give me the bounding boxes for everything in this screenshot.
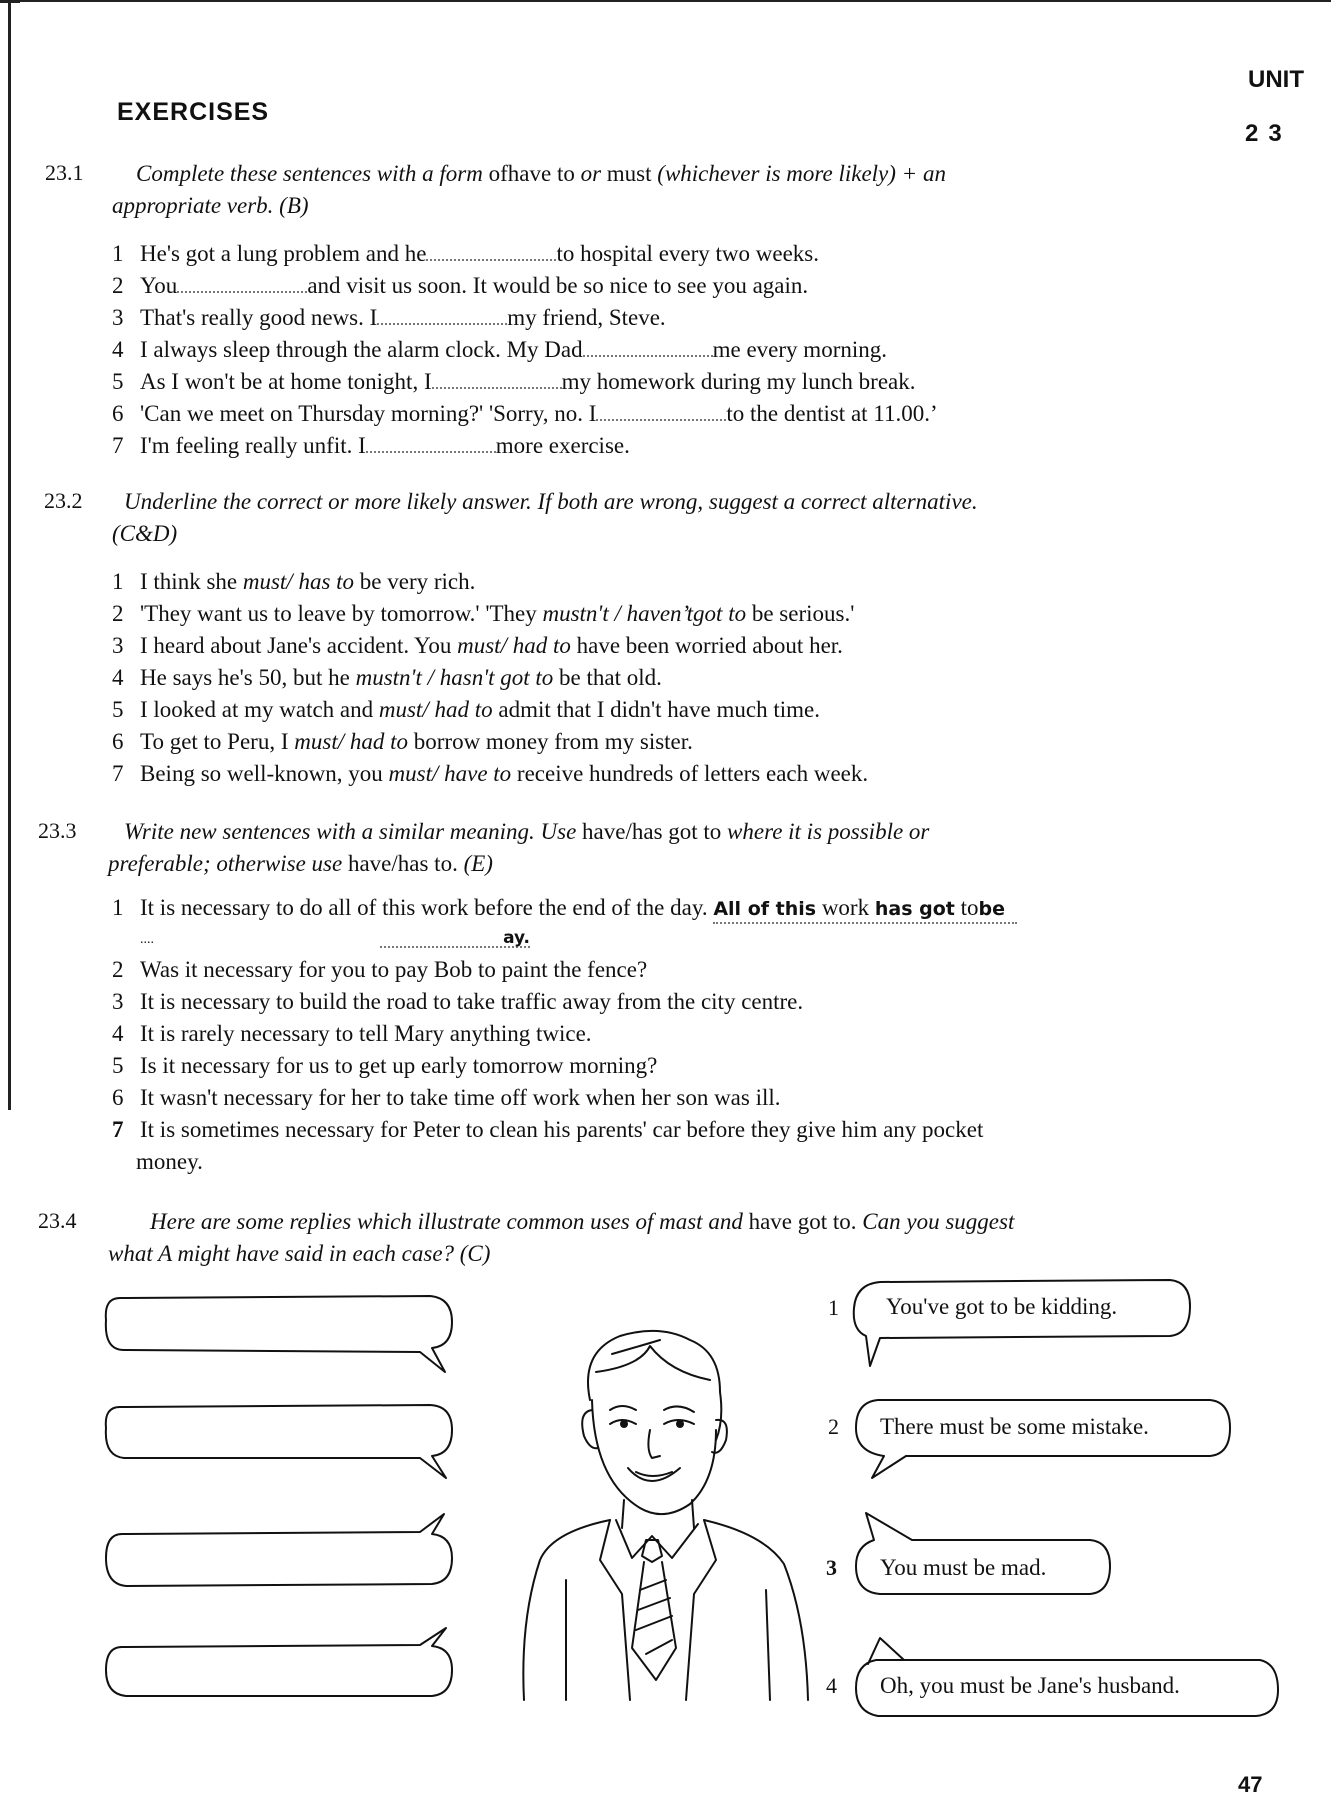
item-text: To get to Peru, I	[140, 729, 295, 754]
reply-number: 1	[828, 1295, 839, 1320]
empty-bubble-4[interactable]	[106, 1628, 452, 1696]
item-number: 3	[112, 633, 124, 658]
item-text: me every morning.	[712, 337, 887, 362]
man-illustration	[523, 1331, 808, 1700]
item-number: 4	[112, 665, 124, 690]
item-number: 6	[112, 401, 124, 426]
item-number: 6	[112, 1085, 124, 1110]
instr-part: preferable; otherwise use	[108, 851, 348, 876]
item-number: 7	[112, 1117, 124, 1142]
item-number: 4	[112, 337, 124, 362]
empty-bubble-3[interactable]	[106, 1514, 452, 1586]
item-number: 7	[112, 433, 124, 458]
item-text: He says he's 50, but he	[140, 665, 356, 690]
item-number: 1	[112, 241, 124, 266]
answer-options[interactable]: must/ have to	[388, 761, 512, 786]
instr-part: have/has to.	[347, 851, 458, 876]
exercise-number: 23.1	[45, 160, 84, 185]
instr-part: Here are some replies which illustrate common uses of mast and	[150, 1209, 749, 1234]
reply-number: 4	[826, 1673, 837, 1698]
reply-bubble-1	[854, 1280, 1190, 1366]
item-text: have been worried about her.	[570, 633, 843, 658]
item-number: 3	[112, 989, 124, 1014]
handwritten-answer: has got	[874, 898, 955, 920]
item-text: He's got a lung problem and he	[140, 241, 427, 266]
item-number: 2	[112, 601, 124, 626]
item-text: be serious.'	[746, 601, 855, 626]
instr-part: of	[488, 161, 508, 186]
reply-text: Oh, you must be Jane's husband.	[880, 1673, 1180, 1698]
unit-number: 23	[1245, 120, 1292, 147]
reply-text: You've got to be kidding.	[886, 1294, 1118, 1319]
item-text: Was it necessary for you to pay Bob to paint the fence?	[140, 957, 648, 982]
item-text: be very rich.	[354, 569, 476, 594]
item-number: 2	[112, 957, 124, 982]
item-number: 4	[112, 1021, 124, 1046]
item-text: be that old.	[553, 665, 662, 690]
item-number: 2	[112, 273, 124, 298]
item-number: 5	[112, 369, 124, 394]
instr-part: Write new sentences with a similar meaning. Use	[124, 819, 583, 844]
answer-text: to	[960, 895, 979, 920]
item-text: and visit us soon. It would be so nice to see you again.	[307, 273, 809, 298]
item-text: to the dentist at 11.00.’	[726, 401, 938, 426]
answer-dots: ....	[140, 932, 154, 947]
item-text: more exercise.	[495, 433, 630, 458]
item-text: to hospital every two weeks.	[556, 241, 819, 266]
unit-label: UNIT	[1248, 66, 1304, 93]
instr-part: what A might have said in each case? (C)	[108, 1241, 491, 1266]
instr-part: have to	[507, 161, 575, 186]
reply-text: You must be mad.	[880, 1555, 1047, 1580]
item-text: It is necessary to build the road to take traffic away from the city centre.	[140, 989, 804, 1014]
item-text: my friend, Steve.	[507, 305, 666, 330]
item-text: I think she	[140, 569, 243, 594]
exercise-number: 23.3	[38, 818, 77, 843]
item-text: 'They want us to leave by tomorrow.' 'They	[140, 601, 543, 626]
empty-bubble-1[interactable]	[106, 1296, 452, 1372]
answer-options[interactable]: mustn't / haven’tgot to	[542, 601, 747, 626]
item-text: It is sometimes necessary for Peter to clean his parents' car before they give him any pocket	[140, 1117, 984, 1142]
reply-text: There must be some mistake.	[880, 1414, 1149, 1439]
item-text: borrow money from my sister.	[408, 729, 693, 754]
item-text: I'm feeling really unfit. I	[140, 433, 366, 458]
handwritten-answer: be	[978, 898, 1005, 920]
instr-part: or	[574, 161, 607, 186]
item-number: 7	[112, 761, 124, 786]
item-text: It is rarely necessary to tell Mary anything twice.	[140, 1021, 592, 1046]
reply-number: 3	[826, 1555, 837, 1580]
exercises-title: EXERCISES	[117, 98, 270, 126]
instr-part: appropriate verb. (B)	[112, 193, 309, 218]
instr-part: Complete these sentences with a form	[136, 161, 489, 186]
item-text: my homework during my lunch break.	[561, 369, 916, 394]
empty-bubble-2[interactable]	[106, 1405, 452, 1478]
page-number: 47	[1238, 1772, 1263, 1797]
instr-part: have/has got to	[582, 819, 722, 844]
reply-bubble-3	[856, 1513, 1110, 1594]
instr-part: (whichever is more likely) + an	[651, 161, 946, 186]
item-text: That's really good news. I	[140, 305, 378, 330]
answer-text: work	[821, 895, 870, 920]
item-text: 'Can we meet on Thursday morning?' 'Sorry, no. I	[140, 401, 597, 426]
answer-options[interactable]: must/ had to	[294, 729, 408, 754]
item-text: admit that I didn't have much time.	[492, 697, 820, 722]
instr-part: (C&D)	[112, 521, 178, 546]
item-number: 3	[112, 305, 124, 330]
exercise-number: 23.4	[38, 1208, 77, 1233]
item-number: 5	[112, 697, 124, 722]
instr-part: Underline the correct or more likely answer. If both are wrong, suggest a correct alternative.	[124, 489, 978, 514]
item-text: I always sleep through the alarm clock. My Dad	[140, 337, 583, 362]
item-number: 1	[112, 569, 124, 594]
item-text: Being so well-known, you	[140, 761, 389, 786]
instr-part: Can you suggest	[856, 1209, 1015, 1234]
item-number: 6	[112, 729, 124, 754]
item-text: As I won't be at home tonight, I	[140, 369, 432, 394]
handwritten-answer: All of this	[713, 898, 817, 920]
item-text: money.	[136, 1149, 203, 1174]
instr-part: must	[606, 161, 652, 186]
item-number: 1	[112, 895, 124, 920]
answer-options[interactable]: must/ had to	[457, 633, 571, 658]
answer-options[interactable]: must/ has to	[242, 569, 355, 594]
answer-options[interactable]: mustn't / hasn't got to	[355, 665, 554, 690]
instr-part: (E)	[457, 851, 493, 876]
item-text: It is necessary to do all of this work before the end of the day.	[140, 895, 708, 920]
instr-part: have got to.	[748, 1209, 857, 1234]
answer-options[interactable]: must/ had to	[378, 697, 493, 722]
item-text: I looked at my watch and	[140, 697, 379, 722]
item-text: You	[140, 273, 178, 298]
reply-number: 2	[828, 1414, 839, 1439]
item-text: Is it necessary for us to get up early tomorrow morning?	[140, 1053, 658, 1078]
item-text: It wasn't necessary for her to take time off work when her son was ill.	[140, 1085, 781, 1110]
exercise-number: 23.2	[44, 488, 83, 513]
item-number: 5	[112, 1053, 124, 1078]
item-text: receive hundreds of letters each week.	[511, 761, 869, 786]
item-text: I heard about Jane's accident. You	[140, 633, 458, 658]
instr-part: where it is possible or	[721, 819, 930, 844]
handwritten-answer: ay.	[503, 928, 530, 948]
